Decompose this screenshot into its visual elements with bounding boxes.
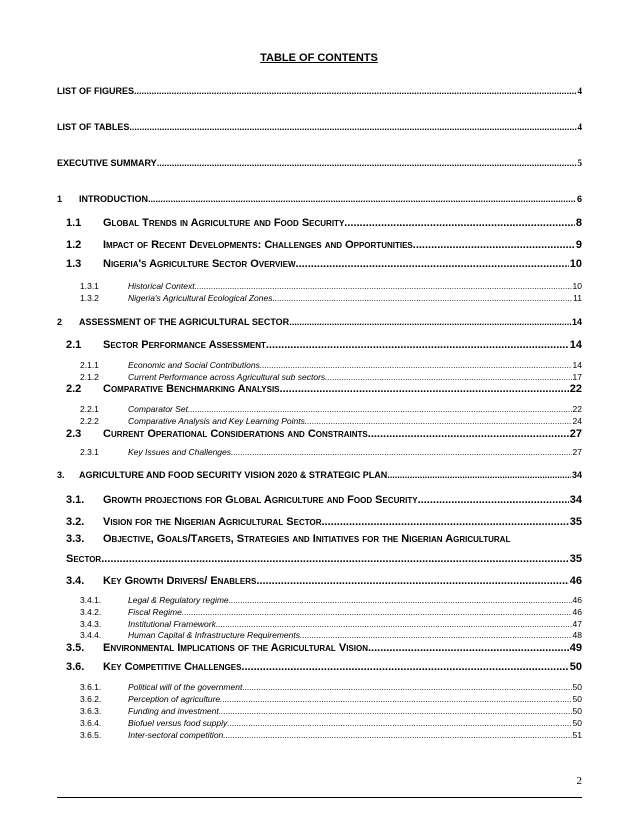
toc-entry-section-1-3-2[interactable]	[80, 293, 582, 303]
toc-entry-section-3-4[interactable]	[66, 575, 582, 587]
toc-entry-number: 3.6.1.	[80, 682, 102, 692]
toc-entry-number: 1.3	[66, 258, 82, 270]
toc-page-number: 9	[575, 239, 582, 251]
leader-dots	[157, 158, 577, 168]
toc-entry-section-3-4-1[interactable]	[80, 595, 582, 605]
leader-dots	[216, 619, 572, 629]
toc-page-number: 50	[572, 682, 582, 692]
toc-entry-section-1-2[interactable]	[66, 239, 582, 251]
toc-entry-section-3-6[interactable]	[66, 661, 582, 673]
toc-entry-section-3-6-4[interactable]	[80, 718, 582, 728]
toc-page-number: 14	[571, 317, 582, 327]
toc-entry-label: Current Operational Considerations and Constraints	[103, 428, 368, 440]
toc-entry-number: 3.6.2.	[80, 694, 102, 704]
toc-entry-list-of-figures[interactable]	[57, 86, 582, 96]
leader-dots	[280, 383, 569, 395]
leader-dots	[182, 607, 572, 617]
toc-entry-section-2-2[interactable]	[66, 383, 582, 395]
toc-entry-section-1-3[interactable]	[66, 258, 582, 270]
toc-entry-label: Current Performance across Agricultural sub sectors	[128, 372, 326, 382]
toc-page-number: 4	[577, 86, 582, 96]
leader-dots	[195, 281, 572, 291]
toc-page-number: 35	[569, 553, 582, 565]
toc-page-number: 14	[572, 360, 582, 370]
toc-entry-number: 1.1	[66, 217, 82, 229]
toc-page-number: 17	[572, 372, 582, 382]
toc-page-number: 10	[572, 281, 582, 291]
toc-entry-number: 3.	[57, 470, 65, 480]
toc-entry-label: Human Capital & Infrastructure Requirements	[128, 630, 300, 640]
leader-dots	[418, 494, 569, 506]
toc-entry-label: AGRICULTURE AND FOOD SECURITY VISION 2020 & STRATEGIC PLAN	[79, 470, 388, 480]
toc-entry-label: LIST OF TABLES	[57, 122, 130, 132]
toc-entry-number: 3.4.1.	[80, 595, 102, 605]
page-number: 2	[576, 775, 582, 787]
toc-page-number: 8	[575, 217, 582, 229]
toc-entry-section-3-6-1[interactable]	[80, 682, 582, 692]
leader-dots	[256, 575, 568, 587]
toc-entry-number: 3.1.	[66, 494, 85, 506]
leader-dots	[305, 416, 572, 426]
toc-entry-label: Key Issues and Challenges	[128, 447, 232, 457]
toc-page-number: 10	[569, 258, 582, 270]
toc-entry-section-1-3-1[interactable]	[80, 281, 582, 291]
toc-entry-number: 2	[57, 317, 63, 327]
toc-entry-section-3-6-2[interactable]	[80, 694, 582, 704]
toc-entry-section-3-6-3[interactable]	[80, 706, 582, 716]
toc-page-number: 46	[572, 607, 582, 617]
toc-entry-number: 3.6.	[66, 661, 85, 673]
toc-entry-number: 3.6.4.	[80, 718, 102, 728]
toc-page-number: 50	[572, 694, 582, 704]
toc-page-number: 4	[577, 122, 582, 132]
toc-entry-label: ASSESSMENT OF THE AGRICULTURAL SECTOR	[79, 317, 290, 327]
toc-entry-label: Sector	[66, 553, 102, 565]
toc-entry-section-3-2[interactable]	[66, 516, 582, 528]
leader-dots	[241, 661, 568, 673]
toc-page-number: 27	[572, 447, 582, 457]
toc-entry-label: Key Competitive Challenges	[103, 661, 242, 673]
toc-page-number: 24	[572, 416, 582, 426]
toc-page-number: 34	[569, 494, 582, 506]
toc-entry-list-of-tables[interactable]	[57, 122, 582, 132]
footer-divider	[57, 797, 582, 798]
toc-entry-number: 3.5.	[66, 642, 85, 654]
leader-dots	[188, 404, 572, 414]
leader-dots	[148, 194, 576, 204]
toc-entry-label: Comparator Set	[128, 404, 188, 414]
leader-dots	[368, 642, 569, 654]
toc-entry-label: Legal & Regulatory regime	[128, 595, 229, 605]
toc-page-number: 47	[572, 619, 582, 629]
toc-page-number: 34	[571, 470, 582, 480]
leader-dots	[300, 630, 572, 640]
leader-dots	[266, 339, 569, 351]
leader-dots	[321, 516, 568, 528]
toc-entry-number: 2.1	[66, 339, 82, 351]
toc-entry-number: 2.1.1	[80, 360, 99, 370]
toc-entry-number: 2.1.2	[80, 372, 99, 382]
toc-entry-number: 1	[57, 194, 63, 204]
leader-dots	[219, 706, 572, 716]
toc-title: TABLE OF CONTENTS	[260, 52, 378, 64]
toc-page-number: 35	[569, 516, 582, 528]
toc-entry-label: Institutional Framework	[128, 619, 216, 629]
toc-entry-section-3-4-4[interactable]	[80, 630, 582, 640]
toc-entry-section-3[interactable]	[57, 470, 582, 480]
toc-entry-number: 3.4.4.	[80, 630, 102, 640]
toc-page-number: 46	[572, 595, 582, 605]
toc-entry-label: Economic and Social Contributions	[128, 360, 260, 370]
leader-dots	[368, 428, 569, 440]
toc-entry-section-2-1[interactable]	[66, 339, 582, 351]
toc-page-number: 51	[572, 730, 582, 740]
toc-entry-label: Sector Performance Assessment	[103, 339, 266, 351]
toc-entry-section-3-3-line1[interactable]	[66, 533, 582, 545]
toc-entry-number: 2.2	[66, 383, 82, 395]
toc-page-number: 48	[572, 630, 582, 640]
toc-entry-number: 2.3	[66, 428, 82, 440]
toc-entry-label: Comparative Analysis and Key Learning Points	[128, 416, 305, 426]
toc-entry-section-2-2-2[interactable]	[80, 416, 582, 426]
leader-dots	[272, 293, 572, 303]
leader-dots	[229, 595, 572, 605]
toc-entry-number: 3.4.3.	[80, 619, 102, 629]
toc-entry-label: Environmental Implications of the Agricultural Vision	[103, 642, 368, 654]
toc-entry-label: Historical Context	[128, 281, 195, 291]
leader-dots	[101, 553, 569, 565]
leader-dots	[129, 122, 576, 132]
toc-page-number: 49	[569, 642, 582, 654]
toc-entry-label: EXECUTIVE SUMMARY	[57, 158, 157, 168]
leader-dots	[231, 447, 572, 457]
toc-entry-section-3-4-2[interactable]	[80, 607, 582, 617]
toc-entry-section-2-1-2[interactable]	[80, 372, 582, 382]
leader-dots	[220, 694, 571, 704]
toc-entry-label: Vision for the Nigerian Agricultural Sector	[103, 516, 322, 528]
toc-entry-section-3-6-5[interactable]	[80, 730, 582, 740]
toc-entry-section-1-1[interactable]	[66, 217, 582, 229]
toc-entry-section-2-2-1[interactable]	[80, 404, 582, 414]
leader-dots	[223, 730, 571, 740]
toc-entry-number: 3.6.5.	[80, 730, 102, 740]
leader-dots	[387, 470, 571, 480]
toc-entry-number: 2.2.1	[80, 404, 99, 414]
toc-page-number: 50	[572, 706, 582, 716]
toc-entry-label: Key Growth Drivers/ Enablers	[103, 575, 257, 587]
toc-entry-label: Funding and investment	[128, 706, 219, 716]
toc-page-number: 11	[573, 293, 582, 303]
toc-entry-label: Biofuel versus food supply	[128, 718, 228, 728]
leader-dots	[260, 360, 572, 370]
toc-page-number: 5	[577, 158, 582, 168]
toc-page-number: 6	[576, 194, 582, 204]
toc-entry-section-3-3-line2[interactable]	[66, 553, 582, 565]
toc-entry-section-1[interactable]	[57, 194, 582, 204]
toc-page-number: 22	[572, 404, 582, 414]
leader-dots	[344, 217, 575, 229]
leader-dots	[325, 372, 571, 382]
leader-dots	[416, 239, 575, 251]
leader-dots	[296, 258, 569, 270]
toc-entry-executive-summary[interactable]	[57, 158, 582, 168]
toc-entry-label: Perception of agriculture	[128, 694, 221, 704]
toc-entry-label: Nigeria's Agriculture Sector Overview	[103, 258, 296, 270]
toc-entry-number: 3.4.2.	[80, 607, 102, 617]
toc-entry-number: 3.4.	[66, 575, 85, 587]
toc-entry-label: Comparative Benchmarking Analysis	[103, 383, 280, 395]
toc-entry-number: 3.2.	[66, 516, 85, 528]
toc-entry-number: 1.3.1	[80, 281, 99, 291]
toc-entry-label: INTRODUCTION	[79, 194, 148, 204]
toc-entry-number: 1.3.2	[80, 293, 99, 303]
toc-entry-number: 2.2.2	[80, 416, 99, 426]
toc-entry-section-3-4-3[interactable]	[80, 619, 582, 629]
toc-entry-section-2[interactable]	[57, 317, 582, 327]
toc-page-number: 14	[569, 339, 582, 351]
leader-dots	[227, 718, 571, 728]
toc-page-number: 46	[569, 575, 582, 587]
toc-page-number: 27	[569, 428, 582, 440]
toc-entry-section-2-3[interactable]	[66, 428, 582, 440]
toc-entry-label: Nigeria's Agricultural Ecological Zones	[128, 293, 273, 303]
toc-entry-section-2-3-1[interactable]	[80, 447, 582, 457]
toc-page-number: 50	[572, 718, 582, 728]
leader-dots	[289, 317, 571, 327]
toc-entry-label: Global Trends in Agriculture and Food Security	[103, 217, 345, 229]
toc-page-number: 22	[569, 383, 582, 395]
toc-entry-number: 1.2	[66, 239, 82, 251]
toc-entry-label: Fiscal Regime	[128, 607, 182, 617]
toc-entry-label: Inter-sectoral competition	[128, 730, 224, 740]
toc-entry-number: 3.3.	[66, 533, 85, 545]
toc-page-number: 50	[569, 661, 582, 673]
toc-entry-label: Growth projections for Global Agriculture and Food Security	[103, 494, 418, 506]
leader-dots	[134, 86, 576, 96]
toc-entry-label: Impact of Recent Developments: Challenges and Opportunities.	[103, 239, 416, 251]
toc-entry-number: 3.6.3.	[80, 706, 102, 716]
toc-entry-section-2-1-1[interactable]	[80, 360, 582, 370]
toc-entry-label: LIST OF FIGURES	[57, 86, 135, 96]
toc-entry-number: 2.3.1	[80, 447, 99, 457]
leader-dots	[242, 682, 571, 692]
toc-entry-label: Objective, Goals/Targets, Strategies and Initiatives for the Nigerian Agricultural	[103, 533, 511, 545]
toc-entry-section-3-1[interactable]	[66, 494, 582, 506]
toc-entry-label: Political will of the government	[128, 682, 243, 692]
toc-entry-section-3-5[interactable]	[66, 642, 582, 654]
